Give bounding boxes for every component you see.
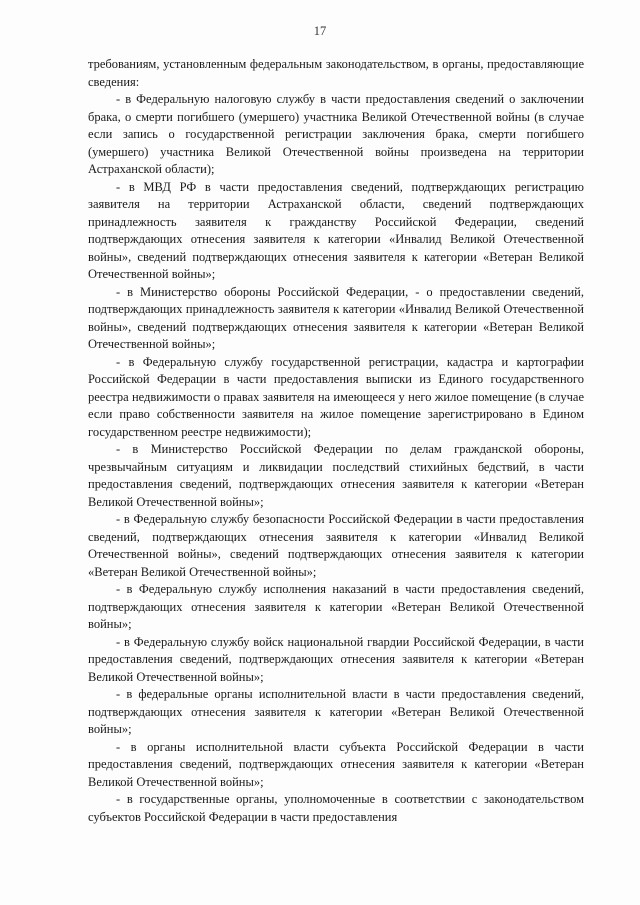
list-item: - в Федеральную службу безопасности Российской Федерации в части предоставления сведений, подтверждающих отнесения заявителя к категории «Инвалид Великой Отечественной войны», сведений подтверждающих отнесения заявителя к категории «Ветеран Великой Отечественной войны»; [88, 512, 584, 579]
list-item: - в Министерство Российской Федерации по делам гражданской обороны, чрезвычайным ситуациям и ликвидации последствий стихийных бедствий, в части предоставления сведений, подтверждающих отнесения заявителя к категории «Ветеран Великой Отечественной войны»; [88, 442, 584, 509]
list-item: - в Федеральную службу исполнения наказаний в части предоставления сведений, подтверждающих отнесения заявителя к категории «Ветеран Великой Отечественной войны»; [88, 582, 584, 631]
list-item: - в Федеральную налоговую службу в части предоставления сведений о заключении брака, о смерти погибшего (умершего) участника Великой Отечественной войны (в случае если запись о государственной регистрации заключения брака, смерти погибшего (умершего) участника Великой Отечественной войны произведена на территории Астраханской области); [88, 92, 584, 176]
paragraph: требованиям, установленным федеральным законодательством, в органы, предоставляющие сведения: [88, 57, 584, 89]
list-item: - в федеральные органы исполнительной власти в части предоставления сведений, подтверждающих отнесения заявителя к категории «Ветеран Великой Отечественной войны»; [88, 687, 584, 736]
list-item: - в Федеральную службу государственной регистрации, кадастра и картографии Российской Федерации в части предоставления выписки из Единого государственного реестра недвижимости о правах заявителя на имеющееся у него жилое помещение (в случае если право собственности заявителя на жилое помещение зарегистрировано в Едином государственном реестре недвижимости); [88, 354, 584, 439]
list-item: - в МВД РФ в части предоставления сведений, подтверждающих регистрацию заявителя на территории Астраханской области, сведений подтверждающих принадлежность заявителя к гражданству Российской Федерации, сведений подтверждающих отнесения заявителя к категории «Инвалид Великой Отечественной войны», сведений подтверждающих отнесения заявителя к категории «Ветеран Великой Отечественной войны»; [88, 179, 584, 281]
document-body [88, 56, 584, 826]
list-item: - в органы исполнительной власти субъекта Российской Федерации в части предоставления сведений, подтверждающих отнесения заявителя к категории «Ветеран Великой Отечественной войны»; [88, 739, 584, 789]
list-item: - в Федеральную службу войск национальной гвардии Российской Федерации, в части предоставления сведений, подтверждающих отнесения заявителя к категории «Ветеран Великой Отечественной войны»; [88, 634, 584, 684]
list-item: - в Министерство обороны Российской Федерации, - о предоставлении сведений, подтверждающих принадлежность заявителя к категории «Инвалид Великой Отечественной войны», сведений подтверждающих отнесения заявителя к категории «Ветеран Великой Отечественной войны»; [88, 284, 584, 351]
list-item: - в государственные органы, уполномоченные в соответствии с законодательством субъектов Российской Федерации в части предоставления [88, 792, 584, 824]
page-number: 17 [313, 24, 327, 38]
